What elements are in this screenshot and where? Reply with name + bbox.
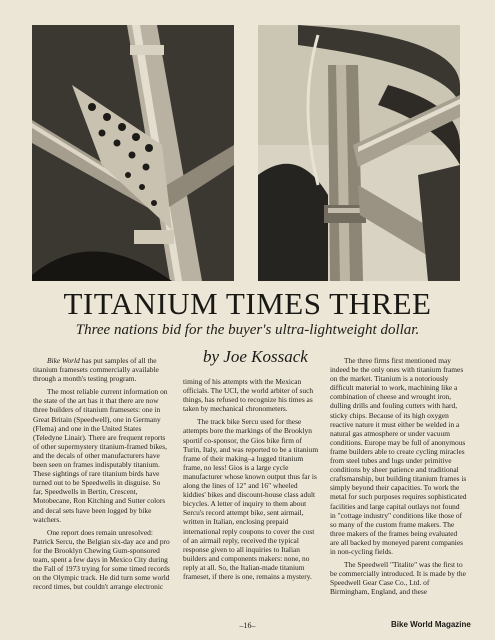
- paragraph: timing of his attempts with the Mexican officials. The UCI, the world arbiter of such things, has refused to recognize his times as taken by mechanical chronometers.: [183, 377, 314, 414]
- photo-right-frame-headtube: [258, 25, 460, 281]
- bicycle-frame-photo-left: [32, 25, 234, 281]
- bicycle-frame-photo-right: [258, 25, 460, 281]
- article-byline: by Joe Kossack: [203, 347, 308, 366]
- paragraph: [33, 356, 170, 383]
- paragraph: The three firms first mentioned may indeed be the only ones with titanium frames on the market. Titanium is a notoriously difficult material to work, machining like a combination of cheese and wrought iron, dulling drills and fouling cutters with hard, sticky chips. Because of its high oxygen reactive nature it must either be welded in a natural gas atmosphere or under vacuum conditions. Europe may be full of anonymous frame builders able to create cycling miracles from steel tubes and lugs under primitive conditions by sheer patience and traditional craftsmanship, but building titanium frames is simply beyond their capacities. To work the metal for such purposes requires sophisticated facilities and large capital outlays not found in "cottage industry" conditions like those of so many of the custom frame makers. The three makers of the frames being evaluated are all backed by moneyed parent companies in non-cycling fields.: [330, 356, 467, 556]
- text-column-1: [33, 356, 170, 595]
- paragraph: The track bike Sercu used for these attempts bore the markings of the Brooklyn sportif co-sponsor, the Gios bike firm of Turin, Italy, and was reported to be a titanium frame of their making–a lugged titanium frame, no less! Gios is a large cycle manufacturer whose known output thus far is along the lines of 12" and 16" wheeled kiddies' bikes and discount-house class adult bicycles. A letter of inquiry to them about Sercu's record attempt bike, sent airmail, written in Italian, enclosing prepaid international reply coupons to cover the cost of an airmail reply, received the typical response given to all inquiries to Italian builders and components makers: none, no reply at all. So, the Italian-made titanium frameset, if there is one, remains a mystery.: [183, 417, 319, 581]
- paragraph: One report does remain unresolved: Patrick Sercu, the Belgian six-day ace and pro for the Brooklyn Chewing Gum-sponsored team, spent a few days in Mexico City during the Fall of 1973 trying for some timed records on the Olympic track. He did turn some world record times, but couldn't arrange electronic: [33, 527, 170, 592]
- page-number: –16–: [239, 621, 256, 630]
- photo-left-frame-lug: [32, 25, 234, 281]
- publication-name: Bike World: [47, 356, 80, 365]
- magazine-name: Bike World Magazine: [391, 620, 471, 629]
- paragraph-text: has put samples of all the titanium framesets commercially available through a month's testing program.: [33, 356, 159, 384]
- paragraph: The most reliable current information on the state of the art has it that there are now three builders of titanium framesets: one in Great Britain (Speedwell), one in Germany (Flema) and one in the United States (Teledyne Linair). There are frequent reports of other supermystery titanium-framed bikes, and the decals of other manufacturers have been seen on frames indisputably titanium. These sightings of rare titanium birds have turned out to be Speedwells in disguise. So far, Speedwells in Bertin, Crescent, Motobecane, Ron Kitching and Sutter colors and decal sets have been logged by bike watchers.: [33, 387, 168, 524]
- text-column-2: [183, 377, 320, 585]
- article-subtitle: Three nations bid for the buyer's ultra-lightweight dollar.: [75, 322, 420, 338]
- text-column-3: [330, 356, 467, 600]
- paragraph: The Speedwell "Titalite" was the first to be commercially introduced. It is made by the Speedwell Gear Case Co., Ltd. of Birmingham, England, and these: [330, 560, 466, 597]
- article-title: TITANIUM TIMES THREE: [63, 286, 432, 321]
